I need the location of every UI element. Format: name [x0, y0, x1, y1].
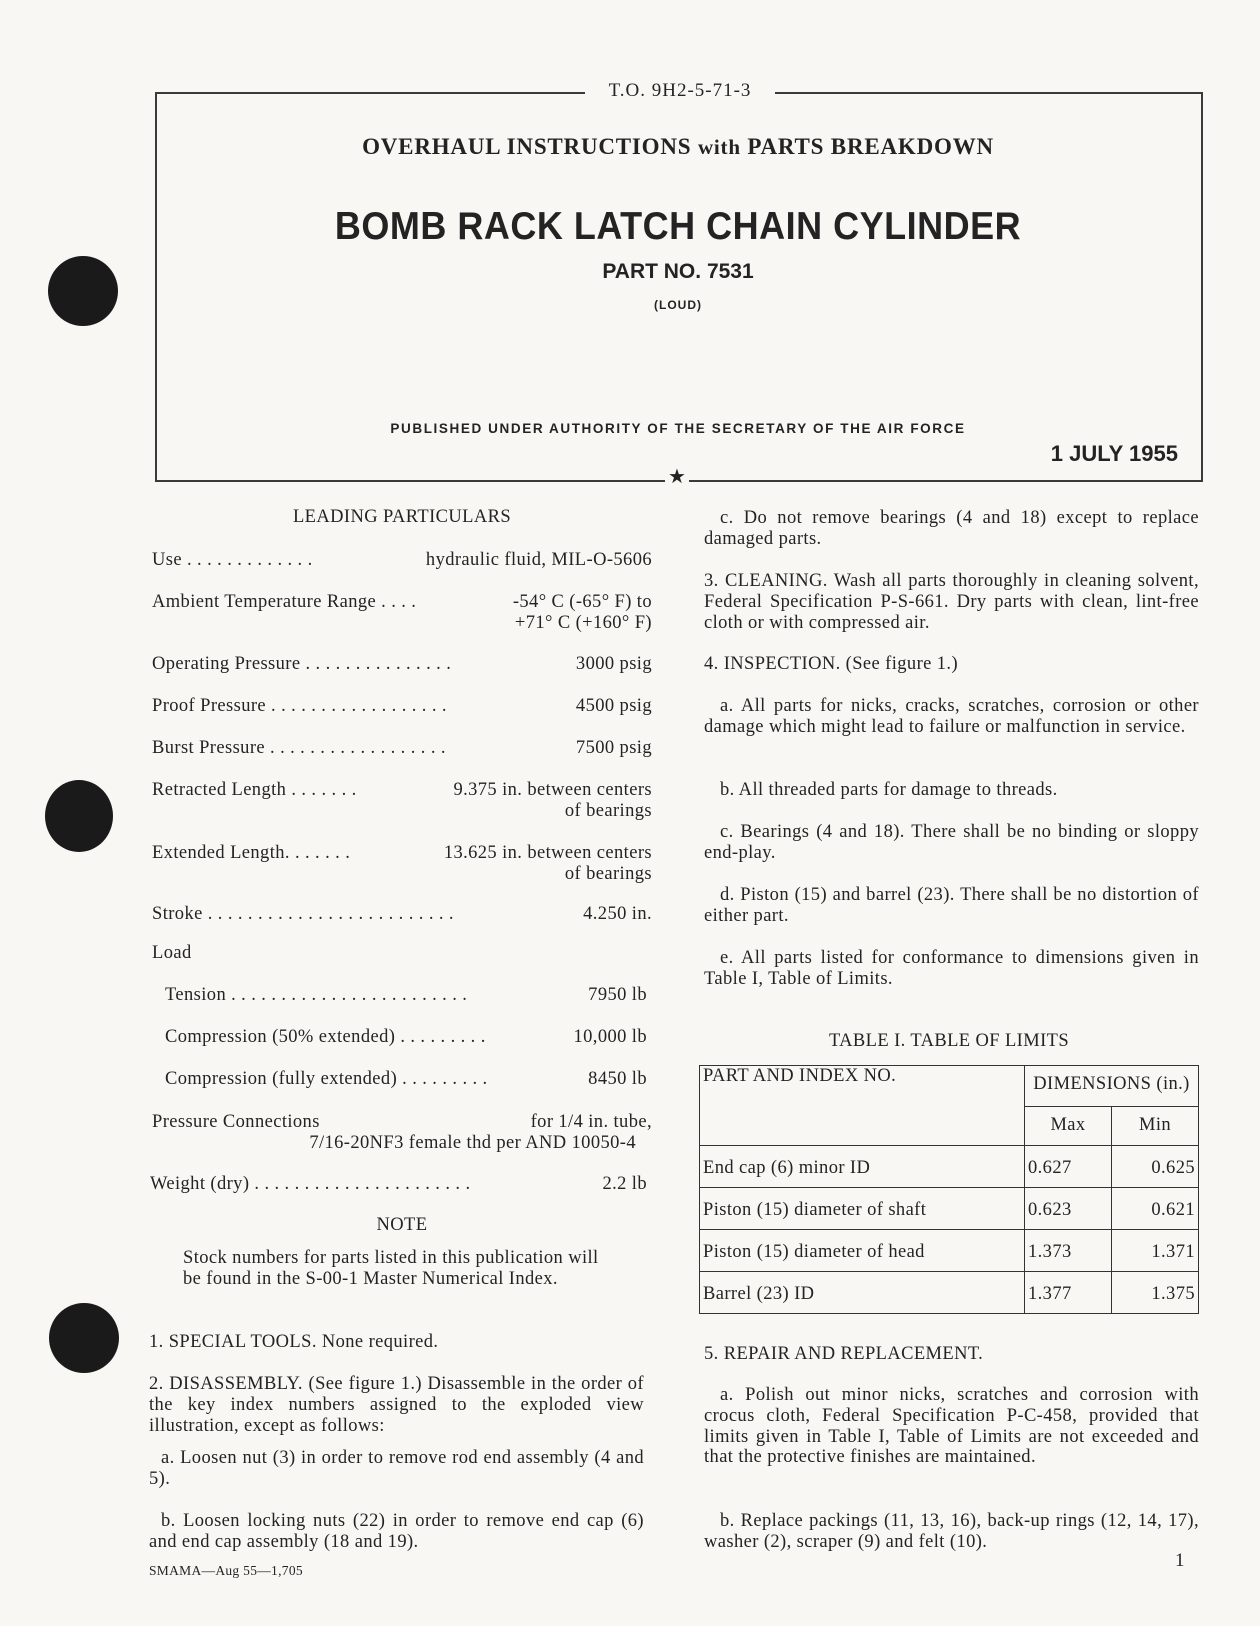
lp-value: hydraulic fluid, MIL-O-5606 — [425, 550, 652, 570]
lp-label: Pressure Connections — [152, 1112, 320, 1132]
part-number: PART NO. 7531 — [602, 260, 754, 283]
lp-proof-pressure — [152, 696, 652, 717]
disassembly-step-b: b. Loosen locking nuts (22) in order to remove end cap (6) and end cap assembly (18 and 19). — [149, 1511, 644, 1552]
lp-value: 8450 lb — [588, 1069, 647, 1089]
cell-part: Piston (15) diameter of head — [700, 1230, 1025, 1272]
lp-retracted-length — [152, 780, 652, 821]
lp-value: for 1/4 in. tube, — [530, 1112, 652, 1132]
lp-value: 4500 psig — [575, 696, 652, 716]
page-number: 1 — [1175, 1550, 1185, 1571]
inspection-step-b: b. All threaded parts for damage to threads. — [720, 780, 1058, 800]
punch-hole-bottom — [49, 1303, 119, 1373]
lp-value: 7950 lb — [588, 985, 647, 1005]
cell-part: Barrel (23) ID — [700, 1272, 1025, 1314]
table-row — [700, 1188, 1199, 1230]
col-header-min: Min — [1112, 1107, 1199, 1146]
lp-stroke — [152, 904, 652, 925]
cleaning-section: 3. CLEANING. Wash all parts thoroughly in cleaning solvent, Federal Specification P-S-661. Dry parts with clean, lint-free cloth or with compressed air. — [704, 571, 1199, 633]
col-header-dimensions: DIMENSIONS (in.) — [1025, 1066, 1199, 1107]
cell-max: 0.627 — [1025, 1146, 1112, 1188]
special-tools-section: 1. SPECIAL TOOLS. None required. — [149, 1332, 439, 1352]
lp-tension — [165, 985, 647, 1006]
repair-step-a: a. Polish out minor nicks, scratches and corrosion with crocus cloth, Federal Specification P-C-458, provided that limits given in Table I, Table of Limits are not exceeded and that the protective finishes are maintained. — [704, 1385, 1199, 1468]
star-icon: ★ — [665, 467, 689, 487]
cell-min: 1.371 — [1112, 1230, 1199, 1272]
inspection-step-a: a. All parts for nicks, cracks, scratches, corrosion or other damage which might lead to failure or malfunction in service. — [704, 696, 1199, 737]
lp-operating-pressure — [152, 654, 652, 675]
lp-compression-full — [165, 1069, 647, 1090]
lp-label: Load — [152, 943, 192, 963]
authority-line: PUBLISHED UNDER AUTHORITY OF THE SECRETARY OF THE AIR FORCE — [390, 421, 966, 436]
overhaul-with: with — [697, 135, 741, 159]
parts-breakdown-label: PARTS BREAKDOWN — [747, 134, 994, 159]
lp-value: 9.375 in. between centers — [453, 780, 652, 800]
frame-top-rule-left — [155, 92, 585, 94]
lp-value: -54° C (-65° F) to — [512, 592, 652, 612]
cell-min: 0.625 — [1112, 1146, 1199, 1188]
table-row — [700, 1272, 1199, 1314]
lp-value: 2.2 lb — [602, 1174, 647, 1194]
cell-min: 1.375 — [1112, 1272, 1199, 1314]
lp-label: Compression (fully extended) . . . . . . . . . — [165, 1069, 488, 1089]
overhaul-label: OVERHAUL INSTRUCTIONS — [362, 134, 692, 159]
table-row — [700, 1230, 1199, 1272]
publication-date: 1 JULY 1955 — [1050, 441, 1178, 466]
cell-max: 0.623 — [1025, 1188, 1112, 1230]
note-text: Stock numbers for parts listed in this publication will be found in the S-00-1 Master Numerical Index. — [183, 1248, 599, 1289]
lp-label: Tension . . . . . . . . . . . . . . . . . . . . . . . . — [165, 985, 468, 1005]
to-number: T.O. 9H2-5-71-3 — [608, 80, 752, 101]
lp-value-2: +71° C (+160° F) — [514, 612, 652, 633]
cell-max: 1.377 — [1025, 1272, 1112, 1314]
lp-value: 3000 psig — [575, 654, 652, 674]
manufacturer: (LOUD) — [654, 298, 702, 312]
lp-extended-length — [152, 843, 652, 884]
punch-hole-middle — [45, 780, 113, 852]
lp-value: 4.250 in. — [583, 904, 652, 924]
lp-compression-50 — [165, 1027, 647, 1048]
repair-step-b: b. Replace packings (11, 13, 16), back-up rings (12, 14, 17), washer (2), scraper (9) and felt (10). — [704, 1511, 1199, 1552]
disassembly-section: 2. DISASSEMBLY. (See figure 1.) Disassemble in the order of the key index numbers assigned to the exploded view illustration, except as follows: — [149, 1374, 644, 1436]
table-row — [700, 1146, 1199, 1188]
disassembly-step-c: c. Do not remove bearings (4 and 18) except to replace damaged parts. — [704, 508, 1199, 549]
lp-burst-pressure — [152, 738, 652, 759]
lp-label: Operating Pressure . . . . . . . . . . . . . . . — [152, 654, 452, 674]
lp-weight — [150, 1174, 647, 1195]
lp-label: Burst Pressure . . . . . . . . . . . . . . . . . . — [152, 738, 446, 758]
lp-use — [152, 550, 652, 571]
inspection-step-c: c. Bearings (4 and 18). There shall be no binding or sloppy end-play. — [704, 822, 1199, 863]
lp-value: 13.625 in. between centers — [443, 843, 652, 863]
frame-top-rule-right — [775, 92, 1201, 94]
lp-label: Weight (dry) . . . . . . . . . . . . . . . . . . . . . . — [150, 1174, 471, 1194]
lp-label: Stroke . . . . . . . . . . . . . . . . . . . . . . . . . — [152, 904, 454, 924]
cell-min: 0.621 — [1112, 1188, 1199, 1230]
lp-value-2: of bearings — [564, 863, 652, 884]
disassembly-step-a: a. Loosen nut (3) in order to remove rod end assembly (4 and 5). — [149, 1448, 644, 1489]
lp-label: Proof Pressure . . . . . . . . . . . . . . . . . . — [152, 696, 447, 716]
inspection-heading: 4. INSPECTION. (See figure 1.) — [704, 654, 958, 674]
cell-max: 1.373 — [1025, 1230, 1112, 1272]
repair-heading: 5. REPAIR AND REPLACEMENT. — [704, 1344, 984, 1364]
lp-value: 7500 psig — [575, 738, 652, 758]
lp-value-2: 7/16-20NF3 female thd per AND 10050-4 — [309, 1132, 636, 1153]
lp-load — [152, 943, 652, 964]
table-title: TABLE I. TABLE OF LIMITS — [828, 1031, 1070, 1051]
col-header-max: Max — [1025, 1107, 1112, 1146]
lp-label: Retracted Length . . . . . . . — [152, 780, 357, 800]
print-code: SMAMA—Aug 55—1,705 — [149, 1563, 303, 1578]
lp-label: Extended Length. . . . . . . — [152, 843, 351, 863]
punch-hole-top — [48, 256, 118, 326]
lp-pressure-connections — [152, 1112, 652, 1153]
table-of-limits — [699, 1065, 1199, 1314]
lp-label: Compression (50% extended) . . . . . . . . . — [165, 1027, 486, 1047]
lp-label: Ambient Temperature Range . . . . — [152, 592, 417, 612]
inspection-step-d: d. Piston (15) and barrel (23). There shall be no distortion of either part. — [704, 885, 1199, 926]
lp-value: 10,000 lb — [573, 1027, 647, 1047]
leading-particulars-heading: LEADING PARTICULARS — [292, 507, 512, 527]
col-header-part: PART AND INDEX NO. — [700, 1066, 1025, 1146]
note-heading: NOTE — [376, 1215, 428, 1235]
lp-label: Use . . . . . . . . . . . . . — [152, 550, 313, 570]
publication-type — [155, 134, 1201, 160]
page-title: BOMB RACK LATCH CHAIN CYLINDER — [334, 203, 1022, 248]
cell-part: End cap (6) minor ID — [700, 1146, 1025, 1188]
lp-ambient — [152, 592, 652, 633]
cell-part: Piston (15) diameter of shaft — [700, 1188, 1025, 1230]
inspection-step-e: e. All parts listed for conformance to dimensions given in Table I, Table of Limits. — [704, 948, 1199, 989]
lp-value-2: of bearings — [564, 800, 652, 821]
